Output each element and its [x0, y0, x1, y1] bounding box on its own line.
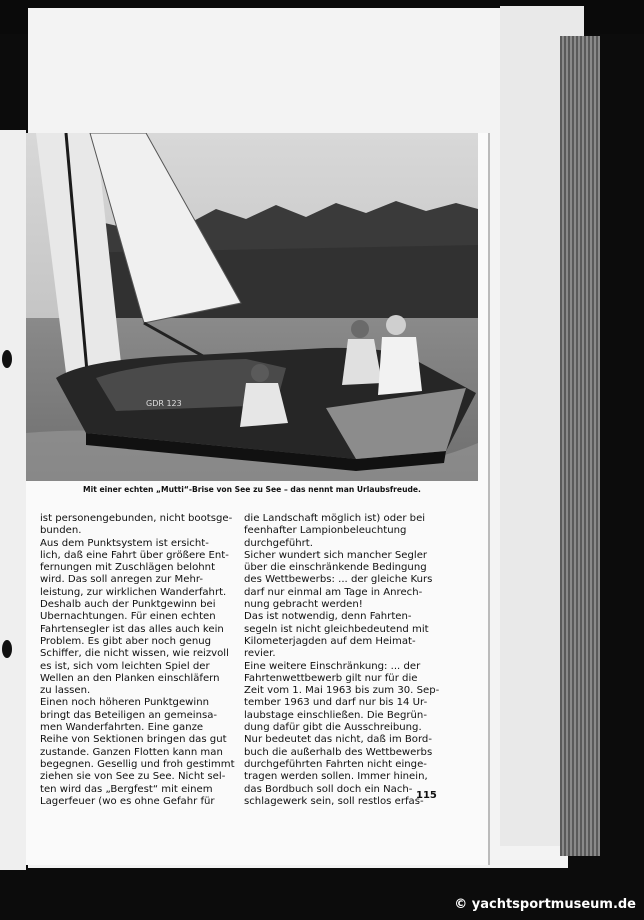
text-line: darf nur einmal am Tage in Anrech- [244, 586, 423, 598]
text-line: Fahrtensegler ist das alles auch kein [40, 623, 224, 635]
sailboat-illustration [26, 133, 478, 481]
watermark: © yachtsportmuseum.de [454, 897, 636, 912]
text-line: das Bordbuch soll doch ein Nach- [244, 783, 413, 795]
text-line: zu lassen. [40, 685, 91, 697]
sailboat-photo [26, 133, 478, 481]
text-line: Übernachtungen. Für einen echten [40, 611, 216, 623]
person-man [378, 337, 422, 395]
text-line: ten wird das „Bergfest“ mit einem [40, 783, 213, 795]
text-line: Eine weitere Einschränkung: ... der [244, 660, 421, 672]
text-line: Zeit vom 1. Mai 1963 bis zum 30. Sep- [244, 685, 440, 697]
text-line: revier. [244, 648, 276, 660]
text-line: leistung, zur wirklichen Wanderfahrt. [40, 586, 227, 598]
text-line: feenhafter Lampionbeleuchtung [244, 525, 407, 537]
person-helmsman-head [251, 364, 269, 382]
text-line: zustande. Ganzen Flotten kann man [40, 746, 223, 758]
text-line: Das ist notwendig, denn Fahrten- [244, 611, 412, 623]
text-line: dung dafür gibt die Ausschreibung. [244, 722, 422, 734]
text-column-right [244, 513, 460, 808]
text-line: fernungen mit Zuschlägen belohnt [40, 562, 216, 574]
text-line: bringt das Beteiligen an gemeinsa- [40, 709, 218, 721]
text-line: durchgeführten Fahrten nicht einge- [244, 758, 427, 770]
text-line: schlagewerk sein, soll restlos erfas- [244, 795, 424, 807]
text-line: durchgeführt. [244, 537, 313, 549]
text-line: Sicher wundert sich mancher Segler [244, 549, 428, 561]
text-line: men Wanderfahrten. Eine ganze [40, 722, 204, 734]
text-line: die Landschaft möglich ist) oder bei [244, 513, 426, 524]
text-line: laubstage einschließen. Die Begrün- [244, 709, 427, 721]
text-line: ist personengebunden, nicht bootsge- [40, 513, 233, 524]
text-line: bunden. [40, 525, 82, 537]
text-line: Einen noch höheren Punktgewinn [40, 697, 210, 709]
text-line: Deshalb auch der Punktgewinn bei [40, 599, 216, 611]
page-number: 115 [416, 790, 437, 801]
text-line: Lagerfeuer (wo es ohne Gefahr für [40, 795, 215, 807]
text-line: Kilometerjagden auf dem Heimat- [244, 635, 416, 647]
text-line: Wellen an den Planken einschläfern [40, 672, 220, 684]
text-line: Reihe von Sektionen bringen das gut [40, 734, 227, 746]
text-line: Problem. Es gibt aber noch genug [40, 635, 212, 647]
text-line: Aus dem Punktsystem ist ersicht- [40, 537, 209, 549]
text-line: es ist, sich vom leichten Spiel der [40, 660, 210, 672]
text-line: ziehen sie von See zu See. Nicht sel- [40, 771, 226, 783]
text-line: begegnen. Gesellig und froh gestimmt [40, 758, 235, 770]
text-line: Schiffer, die nicht wissen, wie reizvoll [40, 648, 229, 660]
person-man-head [386, 315, 406, 335]
text-line: lich, daß eine Fahrt über größere Ent- [40, 549, 229, 561]
text-line: tember 1963 und darf nur bis 14 Ur- [244, 697, 428, 709]
text-line: über die einschränkende Bedingung [244, 562, 427, 574]
text-line: tragen werden sollen. Immer hinein, [244, 771, 428, 783]
book-page [26, 133, 488, 865]
text-line: wird. Das soll anregen zur Mehr- [40, 574, 203, 586]
text-line: nung gebracht werden! [244, 599, 363, 611]
text-line: Fahrtenwettbewerb gilt nur für die [244, 672, 418, 684]
person-woman-head [351, 320, 369, 338]
text-line: buch die außerhalb des Wettbewerbs [244, 746, 433, 758]
page-stack-edge [560, 36, 600, 856]
text-column-left [40, 513, 236, 808]
photo-caption: Mit einer echten „Mutti“-Brise von See zu See – das nennt man Urlaubsfreude. [83, 485, 421, 494]
text-line: des Wettbewerbs: ... der gleiche Kurs [244, 574, 433, 586]
binder-hole [2, 640, 12, 658]
text-line: segeln ist nicht gleichbedeutend mit [244, 623, 429, 635]
left-page-strip [0, 130, 26, 870]
sail-number: GDR 123 [146, 399, 182, 408]
text-line: Nur bedeutet das nicht, daß im Bord- [244, 734, 432, 746]
binder-hole [2, 350, 12, 368]
